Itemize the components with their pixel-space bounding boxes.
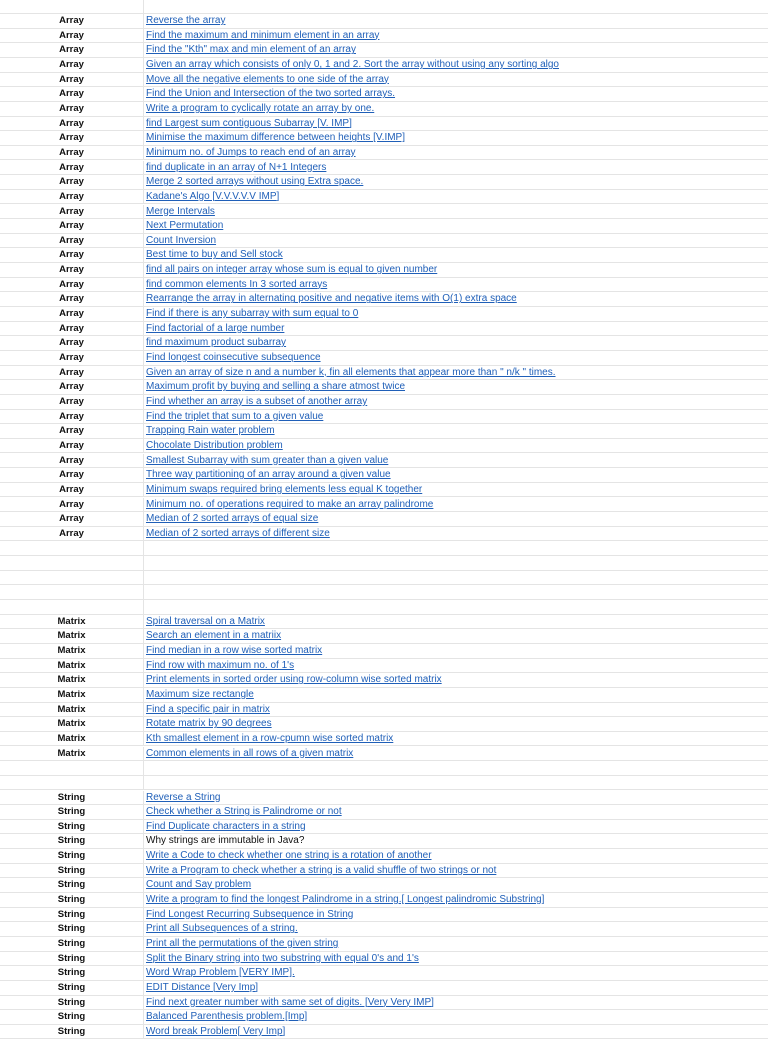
topic-cell: [0, 585, 144, 600]
topic-cell: Array: [0, 410, 144, 425]
topic-cell: [0, 556, 144, 571]
topic-cell: Array: [0, 161, 144, 176]
problem-cell: [146, 556, 766, 571]
problem-link[interactable]: Minimum swaps required bring elements less equal K together: [146, 483, 423, 495]
table-row: [0, 791, 768, 806]
problem-link[interactable]: Spiral traversal on a Matrix: [146, 615, 265, 627]
topic-cell: Array: [0, 248, 144, 263]
topic-cell: Matrix: [0, 644, 144, 659]
problem-link[interactable]: Minimum no. of operations required to make an array palindrome: [146, 498, 434, 510]
table-row: [0, 878, 768, 893]
topic-cell: Array: [0, 351, 144, 366]
table-row: [0, 659, 768, 674]
topic-cell: Matrix: [0, 703, 144, 718]
problem-link[interactable]: EDIT Distance [Very Imp]: [146, 981, 259, 993]
topic-cell: Array: [0, 58, 144, 73]
topic-cell: String: [0, 791, 144, 806]
table-row: [0, 43, 768, 58]
problem-cell: Why strings are immutable in Java?: [146, 835, 305, 847]
problem-link[interactable]: find Largest sum contiguous Subarray [V. IMP]: [146, 117, 352, 129]
table-row: [0, 761, 768, 776]
problem-link[interactable]: Reverse the array: [146, 15, 226, 27]
problem-link[interactable]: Print all Subsequences of a string.: [146, 923, 298, 935]
problem-link[interactable]: Write a Program to check whether a string is a valid shuffle of two strings or not: [146, 864, 497, 876]
table-row: [0, 527, 768, 542]
problem-link[interactable]: Find next greater number with same set of digits. [Very Very IMP]: [146, 996, 434, 1008]
topic-cell: Matrix: [0, 747, 144, 762]
topic-cell: Array: [0, 278, 144, 293]
topic-cell: String: [0, 834, 144, 849]
topic-cell: [0, 761, 144, 776]
problem-link[interactable]: Count Inversion: [146, 234, 217, 246]
table-row: [0, 336, 768, 351]
problem-link[interactable]: Move all the negative elements to one side of the array: [146, 73, 389, 85]
topic-cell: Array: [0, 483, 144, 498]
table-row: [0, 673, 768, 688]
problem-link[interactable]: Median of 2 sorted arrays of different size: [146, 527, 330, 539]
topic-cell: Array: [0, 190, 144, 205]
topic-cell: String: [0, 952, 144, 967]
table-row: [0, 717, 768, 732]
topic-cell: String: [0, 864, 144, 879]
problem-link[interactable]: Find if there is any subarray with sum equal to 0: [146, 308, 359, 320]
topic-cell: Array: [0, 87, 144, 102]
table-row: [0, 600, 768, 615]
topic-cell: [0, 0, 144, 14]
topic-cell: Array: [0, 322, 144, 337]
problem-link[interactable]: Find whether an array is a subset of another array: [146, 395, 368, 407]
problem-link[interactable]: Find the triplet that sum to a given value: [146, 410, 324, 422]
table-row: [0, 263, 768, 278]
table-row: [0, 395, 768, 410]
topic-cell: Matrix: [0, 629, 144, 644]
table-row: [0, 161, 768, 176]
problem-link[interactable]: Split the Binary string into two substring with equal 0's and 1's: [146, 952, 419, 964]
topic-cell: Array: [0, 498, 144, 513]
problem-link[interactable]: Balanced Parenthesis problem.[Imp]: [146, 1011, 308, 1023]
topic-cell: [0, 600, 144, 615]
table-row: [0, 439, 768, 454]
table-row: [0, 864, 768, 879]
table-row: [0, 688, 768, 703]
table-row: [0, 292, 768, 307]
problem-link[interactable]: Kth smallest element in a row-cpumn wise sorted matrix: [146, 732, 394, 744]
problem-link[interactable]: Count and Say problem: [146, 879, 252, 891]
table-row: [0, 834, 768, 849]
topic-cell: Array: [0, 175, 144, 190]
table-row: [0, 820, 768, 835]
table-row: [0, 248, 768, 263]
table-row: [0, 73, 768, 88]
topic-cell: Array: [0, 146, 144, 161]
table-row: [0, 996, 768, 1011]
topic-cell: String: [0, 1010, 144, 1025]
problem-link[interactable]: Find longest coinsecutive subsequence: [146, 352, 321, 363]
topic-cell: Array: [0, 527, 144, 542]
problem-link[interactable]: Minimum no. of Jumps to reach end of an array: [146, 146, 356, 158]
problem-link[interactable]: Write a program to cyclically rotate an array by one.: [146, 102, 375, 114]
topic-cell: Matrix: [0, 673, 144, 688]
problem-link[interactable]: Find median in a row wise sorted matrix: [146, 645, 323, 656]
table-row: [0, 380, 768, 395]
table-row: [0, 219, 768, 234]
table-row: [0, 454, 768, 469]
topic-cell: Array: [0, 29, 144, 44]
problem-cell: [146, 600, 766, 615]
topic-cell: Matrix: [0, 688, 144, 703]
table-row: [0, 146, 768, 161]
table-row: [0, 922, 768, 937]
table-row: [0, 205, 768, 220]
problem-link[interactable]: Print all the permutations of the given string: [146, 938, 339, 949]
topic-cell: String: [0, 966, 144, 981]
topic-cell: Array: [0, 117, 144, 132]
table-row: [0, 307, 768, 322]
table-row: [0, 732, 768, 747]
problem-link[interactable]: Check whether a String is Palindrome or not: [146, 806, 342, 818]
table-row: [0, 278, 768, 293]
table-row: [0, 629, 768, 644]
problem-link[interactable]: Smallest Subarray with sum greater than a given value: [146, 454, 389, 466]
problem-link[interactable]: find maximum product subarray: [146, 337, 287, 349]
topic-cell: Array: [0, 424, 144, 439]
topic-cell: String: [0, 908, 144, 923]
table-row: [0, 893, 768, 908]
table-row: [0, 424, 768, 439]
problem-link[interactable]: Find Longest Recurring Subsequence in String: [146, 908, 354, 920]
topic-cell: Array: [0, 263, 144, 278]
problem-cell: [146, 571, 766, 586]
topic-cell: Array: [0, 395, 144, 410]
topic-cell: String: [0, 922, 144, 937]
table-row: [0, 87, 768, 102]
topic-cell: String: [0, 996, 144, 1011]
topic-cell: Array: [0, 102, 144, 117]
topic-cell: Array: [0, 219, 144, 234]
topic-cell: [0, 541, 144, 556]
table-row: [0, 747, 768, 762]
problem-link[interactable]: Search an element in a matriix: [146, 630, 282, 642]
topic-cell: String: [0, 981, 144, 996]
topic-cell: Array: [0, 292, 144, 307]
problem-link[interactable]: Given an array of size n and a number k, fin all elements that appear more than " n/k " times.: [146, 366, 556, 378]
topic-cell: Array: [0, 43, 144, 58]
table-row: [0, 937, 768, 952]
table-row: [0, 805, 768, 820]
table-row: [0, 102, 768, 117]
table-row: [0, 541, 768, 556]
topic-cell: Array: [0, 366, 144, 381]
table-row: [0, 0, 768, 14]
table-row: [0, 703, 768, 718]
problem-link[interactable]: Find row with maximum no. of 1's: [146, 659, 295, 671]
problem-cell: [146, 0, 766, 14]
table-row: [0, 966, 768, 981]
topic-cell: [0, 776, 144, 791]
problem-link[interactable]: Find Duplicate characters in a string: [146, 820, 306, 832]
table-row: [0, 366, 768, 381]
table-row: [0, 190, 768, 205]
problem-link[interactable]: Print elements in sorted order using row-column wise sorted matrix: [146, 674, 442, 686]
problem-cell: [146, 776, 766, 791]
problem-link[interactable]: Find factorial of a large number: [146, 322, 285, 334]
topic-cell: String: [0, 893, 144, 908]
table-row: [0, 498, 768, 513]
problem-link[interactable]: Find the Union and Intersection of the two sorted arrays.: [146, 88, 396, 100]
table-row: [0, 58, 768, 73]
problem-link[interactable]: Common elements in all rows of a given matrix: [146, 747, 354, 759]
topic-cell: String: [0, 937, 144, 952]
table-row: [0, 14, 768, 29]
table-row: [0, 571, 768, 586]
table-row: [0, 175, 768, 190]
problem-cell: [146, 541, 766, 556]
topic-cell: Matrix: [0, 732, 144, 747]
table-row: [0, 483, 768, 498]
problem-link[interactable]: Write a program to find the longest Palindrome in a string.[ Longest palindromic Substring]: [146, 894, 545, 906]
table-row: [0, 1025, 768, 1039]
table-row: [0, 615, 768, 630]
table-row: [0, 410, 768, 425]
problem-link[interactable]: Word Wrap Problem [VERY IMP].: [146, 967, 295, 979]
topic-cell: Array: [0, 454, 144, 469]
problem-link[interactable]: Maximum profit by buying and selling a share atmost twice: [146, 381, 406, 393]
problem-link[interactable]: Median of 2 sorted arrays of equal size: [146, 513, 319, 525]
problem-cell: [146, 761, 766, 776]
problem-link[interactable]: Next Permutation: [146, 220, 224, 232]
table-row: [0, 1010, 768, 1025]
topic-cell: String: [0, 820, 144, 835]
topic-cell: Array: [0, 380, 144, 395]
problem-link[interactable]: Minimise the maximum difference between heights [V.IMP]: [146, 132, 406, 144]
problem-link[interactable]: find common elements In 3 sorted arrays: [146, 278, 328, 290]
table-row: [0, 981, 768, 996]
problem-link[interactable]: Three way partitioning of an array around a given value: [146, 469, 391, 481]
topic-cell: Matrix: [0, 717, 144, 732]
problem-link[interactable]: Merge 2 sorted arrays without using Extra space.: [146, 176, 364, 188]
problem-link[interactable]: Kadane's Algo [V.V.V.V.V IMP]: [146, 190, 280, 202]
problem-link[interactable]: Word break Problem[ Very Imp]: [146, 1025, 286, 1037]
topic-cell: Array: [0, 234, 144, 249]
problem-link[interactable]: Write a Code to check whether one string is a rotation of another: [146, 850, 432, 862]
problem-link[interactable]: Trapping Rain water problem: [146, 425, 275, 437]
topic-cell: String: [0, 849, 144, 864]
problem-link[interactable]: Merge Intervals: [146, 205, 215, 217]
topic-cell: String: [0, 878, 144, 893]
problem-link[interactable]: Rotate matrix by 90 degrees: [146, 718, 272, 730]
table-row: [0, 849, 768, 864]
topic-cell: Array: [0, 14, 144, 29]
topic-cell: [0, 571, 144, 586]
topic-cell: Array: [0, 468, 144, 483]
table-row: [0, 776, 768, 791]
problem-link[interactable]: Maximum size rectangle: [146, 688, 254, 700]
table-row: [0, 117, 768, 132]
table-row: [0, 908, 768, 923]
topic-cell: Array: [0, 512, 144, 527]
topic-cell: Array: [0, 131, 144, 146]
topic-cell: Array: [0, 336, 144, 351]
table-row: [0, 952, 768, 967]
problem-link[interactable]: Best time to buy and Sell stock: [146, 249, 283, 261]
problem-link[interactable]: Rearrange the array in alternating positive and negative items with O(1) extra space: [146, 293, 517, 305]
problem-link[interactable]: Find a specific pair in matrix: [146, 703, 270, 715]
table-row: [0, 512, 768, 527]
topic-cell: Array: [0, 307, 144, 322]
problem-link[interactable]: Given an array which consists of only 0, 1 and 2. Sort the array without using any sorting algo: [146, 59, 559, 70]
problem-link[interactable]: find duplicate in an array of N+1 Integers: [146, 161, 327, 173]
table-row: [0, 556, 768, 571]
problem-link[interactable]: Chocolate Distribution problem: [146, 439, 283, 451]
table-row: [0, 585, 768, 600]
table-row: [0, 468, 768, 483]
table-row: [0, 351, 768, 366]
topic-cell: String: [0, 1025, 144, 1039]
problem-link[interactable]: find all pairs on integer array whose sum is equal to given number: [146, 264, 438, 276]
table-row: [0, 322, 768, 337]
problem-link[interactable]: Find the "Kth" max and min element of an array: [146, 44, 356, 56]
topic-cell: String: [0, 805, 144, 820]
table-row: [0, 131, 768, 146]
table-row: [0, 644, 768, 659]
table-row: [0, 29, 768, 44]
topic-cell: Array: [0, 205, 144, 220]
topic-cell: Matrix: [0, 615, 144, 630]
topic-cell: Array: [0, 439, 144, 454]
problem-link[interactable]: Find the maximum and minimum element in an array: [146, 29, 380, 41]
problem-cell: [146, 585, 766, 600]
topic-cell: Array: [0, 73, 144, 88]
problem-link[interactable]: Reverse a String: [146, 791, 221, 803]
topic-cell: Matrix: [0, 659, 144, 674]
table-row: [0, 234, 768, 249]
